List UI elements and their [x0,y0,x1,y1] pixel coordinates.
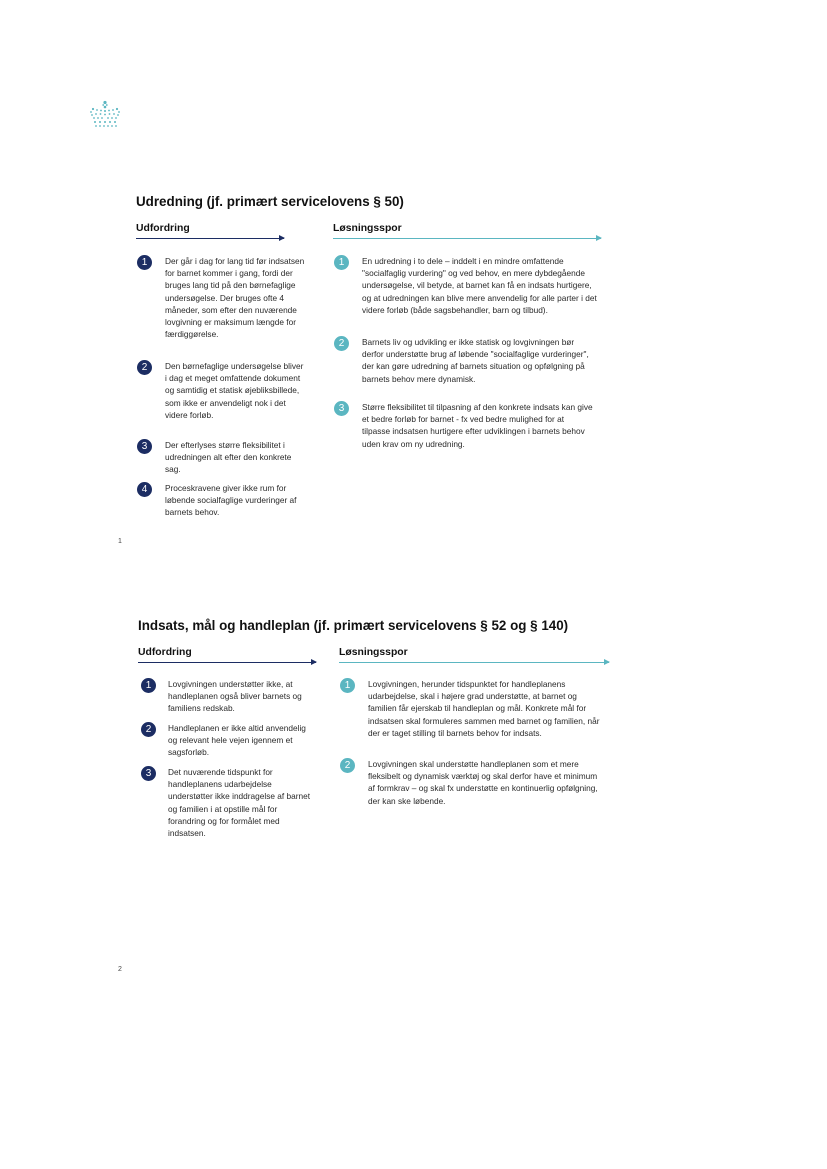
crown-icon [88,100,122,130]
number-badge: 3 [141,766,156,781]
page-number: 2 [118,966,122,973]
number-badge: 2 [340,758,355,773]
challenge-text: Proceskravene giver ikke rum for løbende socialfaglige vurderinger af barnets behov. [165,483,297,518]
number-badge: 1 [137,255,152,270]
number-badge: 3 [137,439,152,454]
challenge-text: Det nuværende tidspunkt for handleplanens udarbejdelse understøtter ikke inddragelse af barnet og familien i at opstille mål for forandring og for formålet med indsatsen. [168,767,311,839]
page-number: 1 [118,538,122,545]
solution-text: En udredning i to dele – inddelt i en mindre omfattende "socialfaglig vurdering" og ved behov, en mere dybdegående undersøgelse, vil betyde, at barnet kan få en indsats hurtigere, og at udredningen kan blive mere anvendelig for alle parter i det videre forløb (både sagsbehandler, barn og tilbud). [362,256,597,315]
number-badge: 4 [137,482,152,497]
challenge-arrow [136,238,284,239]
number-badge: 1 [340,678,355,693]
number-badge: 1 [334,255,349,270]
number-badge: 2 [137,360,152,375]
section-title-udredning: Udredning (jf. primært servicelovens § 50) [136,194,404,209]
number-badge: 2 [141,722,156,737]
solution-arrow [333,238,601,239]
challenge-arrow [138,662,316,663]
challenge-text: Den børnefaglige undersøgelse bliver i dag et meget omfattende dokument og samtidig et statisk øjebliksbillede, som ikke er anvendeligt nok i det videre forløb. [165,361,304,420]
number-badge: 2 [334,336,349,351]
solution-text: Lovgivningen skal understøtte handleplanen som et mere fleksibelt og dynamisk værktøj og skal derfor have et minimum af formkrav – og skal fx understøtte en kontinuerlig opfølgning, der kan ske løbende. [368,759,598,806]
challenge-text: Der efterlyses større fleksibilitet i udredningen alt efter den konkrete sag. [165,440,292,475]
solution-text: Større fleksibilitet til tilpasning af den konkrete indsats kan give et bedre forløb for barnet - fx ved bedre mulighed for at tilpasse indsatsen hurtigere efter udviklingen i barnets behov uden krav om ny udredning. [362,402,593,449]
solution-text: Lovgivningen, herunder tidspunktet for handleplanens udarbejdelse, skal i højere grad understøtte, at barnet og familien får ejerskab til handleplan og mål. Konkrete mål for indsatsen skal formuleres sammen med barnet og familien, når der er taget stilling til barnets behov for indsats. [368,679,600,738]
challenge-text: Handleplanen er ikke altid anvendelig og relevant hele vejen igennem et sagsforløb. [168,723,306,758]
challenge-text: Der går i dag for lang tid før indsatsen for barnet kommer i gang, fordi der bruges lang tid på den børnefaglige undersøgelse. Der bruges ofte 4 måneder, som efter den nuværende lovgivning er maksimum længde for færdiggørelse. [165,256,305,340]
solution-heading: Løsningsspor [339,647,408,658]
challenge-heading: Udfordring [136,223,190,234]
number-badge: 1 [141,678,156,693]
solution-arrow [339,662,609,663]
challenge-heading: Udfordring [138,647,192,658]
number-badge: 3 [334,401,349,416]
solution-heading: Løsningsspor [333,223,402,234]
solution-text: Barnets liv og udvikling er ikke statisk og lovgivningen bør derfor understøtte brug af løbende "socialfaglige vurderinger", der kan gøre udredning af barnets situation og opfølgning på barnets behov mere dynamisk. [362,337,589,384]
section-title-indsats: Indsats, mål og handleplan (jf. primært servicelovens § 52 og § 140) [138,618,569,633]
challenge-text: Lovgivningen understøtter ikke, at handleplanen også bliver barnets og familiens redskab. [168,679,302,714]
